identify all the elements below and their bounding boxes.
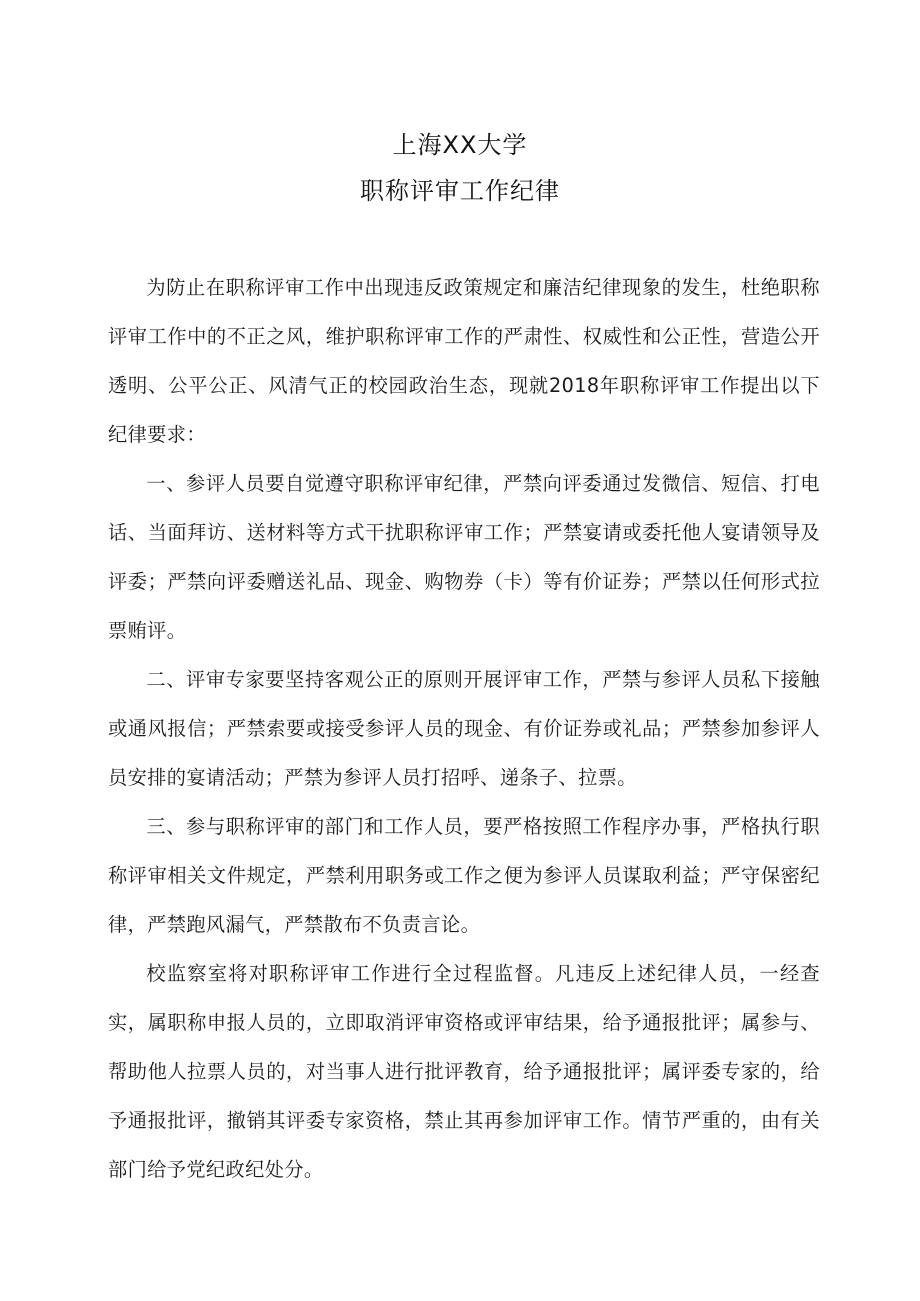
document-body [108, 263, 820, 1194]
paragraph-rule-3: 三、参与职称评审的部门和工作人员，要严格按照工作程序办事，严格执行职称评审相关文件规定，严禁利用职务或工作之便为参评人员谋取利益；严守保密纪律，严禁跑风漏气，严禁散布不负责言论。 [108, 815, 820, 936]
paragraph-intro: 为防止在职称评审工作中出现违反政策规定和廉洁纪律现象的发生，杜绝职称评审工作中的不正之风，维护职称评审工作的严肃性、权威性和公正性，营造公开透明、公平公正、风清气正的校园政治生态，现就2018年职称评审工作提出以下纪律要求： [108, 276, 820, 446]
paragraph-rule-1: 一、参评人员要自觉遵守职称评审纪律，严禁向评委通过发微信、短信、打电话、当面拜访、送材料等方式干扰职称评审工作；严禁宴请或委托他人宴请领导及评委；严禁向评委赠送礼品、现金、购物券（卡）等有价证券；严禁以任何形式拉票贿评。 [108, 472, 820, 642]
document-title: 上海XX大学 [392, 131, 528, 159]
document-subtitle: 职称评审工作纪律 [360, 177, 560, 205]
paragraph-supervision: 校监察室将对职称评审工作进行全过程监督。凡违反上述纪律人员，一经查实，属职称申报人员的，立即取消评审资格或评审结果，给予通报批评；属参与、帮助他人拉票人员的，对当事人进行批评教育，给予通报批评；属评委专家的，给予通报批评，撤销其评委专家资格，禁止其再参加评审工作。情节严重的，由有关部门给予党纪政纪处分。 [108, 962, 820, 1181]
paragraph-rule-2: 二、评审专家要坚持客观公正的原则开展评审工作，严禁与参评人员私下接触或通风报信；严禁索要或接受参评人员的现金、有价证券或礼品；严禁参加参评人员安排的宴请活动；严禁为参评人员打招呼、递条子、拉票。 [108, 668, 820, 789]
